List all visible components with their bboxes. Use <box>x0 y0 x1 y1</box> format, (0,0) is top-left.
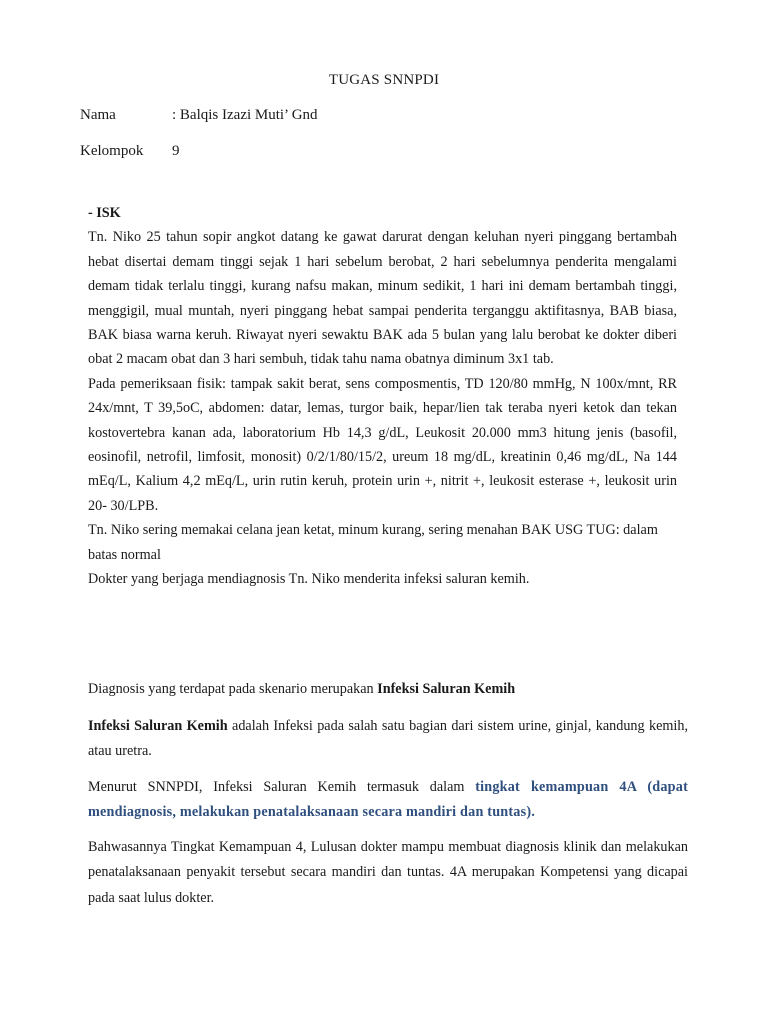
scenario-paragraph-habits: Tn. Niko sering memakai celana jean ketat, minum kurang, sering menahan BAK USG TUG: dalam batas normal <box>88 522 658 563</box>
discussion-paragraph-diagnosis <box>88 677 688 703</box>
discussion-section <box>88 677 688 911</box>
discussion-definition-term: Infeksi Saluran Kemih <box>88 717 228 734</box>
discussion-definition-text: adalah Infeksi pada salah satu bagian dari sistem urine, ginjal, kandung kemih, atau uretra. <box>88 717 688 759</box>
meta-label-kelompok: Kelompok <box>80 143 144 159</box>
discussion-paragraph-explanation: Bahwasannya Tingkat Kemampuan 4, Lulusan dokter mampu membuat diagnosis klinik dan melakukan penatalaksanaan penyakit tersebut secara mandiri dan tuntas. 4A merupakan Kompetensi yang dicapai pada saat lulus dokter. <box>88 838 688 906</box>
meta-value-nama: : Balqis Izazi Muti’ Gnd <box>172 107 318 123</box>
meta-row-nama <box>80 107 318 124</box>
scenario-paragraph-examination: Pada pemeriksaan fisik: tampak sakit berat, sens composmentis, TD 120/80 mmHg, N 100x/mnt, RR 24x/mnt, T 39,5oC, abdomen: datar, lemas, turgor baik, hepar/lien tak teraba nyeri ketok dan tekan kostovertebra kanan ada, laboratorium Hb 14,3 g/dL, Leukosit 20.000 mm3 hitung jenis (basofil, eosinofil, netrofil, limfosit, monosit) 0/2/1/80/15/2, ureum 18 mg/dL, kreatinin 0,46 mg/dL, Na 144 mEq/L, Kalium 4,2 mEq/L, urin rutin keruh, protein urin +, nitrit +, leukosit esterase +, leukosit urin 20- 30/LPB. <box>88 375 677 514</box>
scenario-heading: - ISK <box>88 205 121 221</box>
scenario-section <box>88 201 677 592</box>
discussion-diagnosis-text: Diagnosis yang terdapat pada skenario merupakan <box>88 681 378 697</box>
discussion-diagnosis-term: Infeksi Saluran Kemih <box>377 681 516 697</box>
discussion-competence-text: Menurut SNNPDI, Infeksi Saluran Kemih termasuk dalam <box>88 778 476 795</box>
document-title: TUGAS SNNPDI <box>328 72 440 88</box>
discussion-competence-highlight: tingkat kemampuan 4A (dapat mendiagnosis, melakukan penatalaksanaan secara mandiri dan tuntas). <box>88 778 688 820</box>
meta-label-nama: Nama <box>80 107 116 123</box>
meta-row-kelompok <box>80 143 180 160</box>
scenario-paragraph-diagnosis: Dokter yang berjaga mendiagnosis Tn. Niko menderita infeksi saluran kemih. <box>88 571 530 588</box>
discussion-paragraph-definition <box>88 714 688 765</box>
discussion-paragraph-competence-level <box>88 775 688 825</box>
meta-value-kelompok: 9 <box>172 143 180 159</box>
scenario-paragraph-history: Tn. Niko 25 tahun sopir angkot datang ke gawat darurat dengan keluhan nyeri pinggang bertambah hebat disertai demam tinggi sejak 1 hari sebelum berobat, 2 hari sebelumnya penderita mengalami demam tidak terlalu tinggi, kurang nafsu makan, minum sedikit, 1 hari ini demam bertambah tinggi, menggigil, mual muntah, nyeri pinggang hebat sampai penderita terganggu aktifitasnya, BAB biasa, BAK biasa warna keruh. Riwayat nyeri sewaktu BAK ada 5 bulan yang lalu berobat ke dokter diberi obat 2 macam obat dan 3 hari sembuh, tidak tahu nama obatnya diminum 3x1 tab. <box>88 229 677 368</box>
